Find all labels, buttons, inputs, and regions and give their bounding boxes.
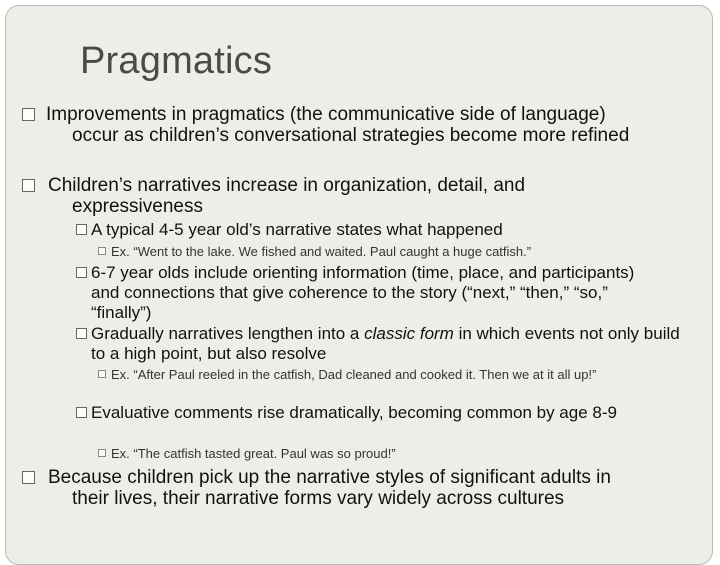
example-item [98, 446, 678, 461]
bullet-text-after: in which events not only build to a high point, but also resolve [91, 324, 680, 363]
bullet-item [76, 220, 636, 240]
example-item [98, 367, 678, 382]
bullet-text-content: Improvements in pragmatics (the communicative side of language) occur as children’s conversational strategies become more refined [46, 104, 630, 146]
example-text: Ex. “Went to the lake. We fished and waited. Paul caught a huge catfish.” [111, 244, 532, 259]
square-bullet-icon [76, 267, 87, 278]
example-item [98, 244, 698, 259]
bullet-text: 6-7 year olds include orienting information (time, place, and participants) and connections that give coherence to the story (“next,” “then,” “so,” “finally”) [91, 263, 635, 322]
bullet-text-content: Children’s narratives increase in organization, detail, and expressiveness [48, 175, 526, 217]
bullet-item [22, 104, 632, 146]
square-bullet-icon [98, 247, 106, 255]
square-bullet-icon [98, 370, 106, 378]
bullet-text [22, 175, 632, 217]
bullet-text [76, 324, 696, 364]
bullet-text-before: Gradually narratives lengthen into a [91, 324, 365, 343]
slide-title: Pragmatics [80, 40, 273, 82]
square-bullet-icon [76, 407, 87, 418]
square-bullet-icon [76, 224, 87, 235]
bullet-item [76, 263, 646, 323]
square-bullet-icon [22, 471, 35, 484]
bullet-text: Evaluative comments rise dramatically, becoming common by age 8-9 [91, 403, 617, 422]
square-bullet-icon [22, 179, 35, 192]
example-text: Ex. “The catfish tasted great. Paul was so proud!” [111, 446, 396, 461]
square-bullet-icon [22, 108, 35, 121]
bullet-item [76, 324, 696, 364]
square-bullet-icon [76, 328, 87, 339]
square-bullet-icon [98, 449, 106, 457]
bullet-text [22, 104, 632, 146]
bullet-text-emphasis: classic form [364, 324, 454, 343]
bullet-item [22, 467, 632, 509]
bullet-item [22, 175, 632, 217]
bullet-text: A typical 4-5 year old’s narrative states what happened [91, 220, 503, 239]
example-text: Ex. “After Paul reeled in the catfish, Dad cleaned and cooked it. Then we at it all up!” [111, 367, 597, 382]
bullet-text [22, 467, 632, 509]
bullet-item [76, 403, 686, 423]
bullet-text-content: Because children pick up the narrative styles of significant adults in their lives, their narrative forms vary widely across cultures [48, 467, 611, 509]
